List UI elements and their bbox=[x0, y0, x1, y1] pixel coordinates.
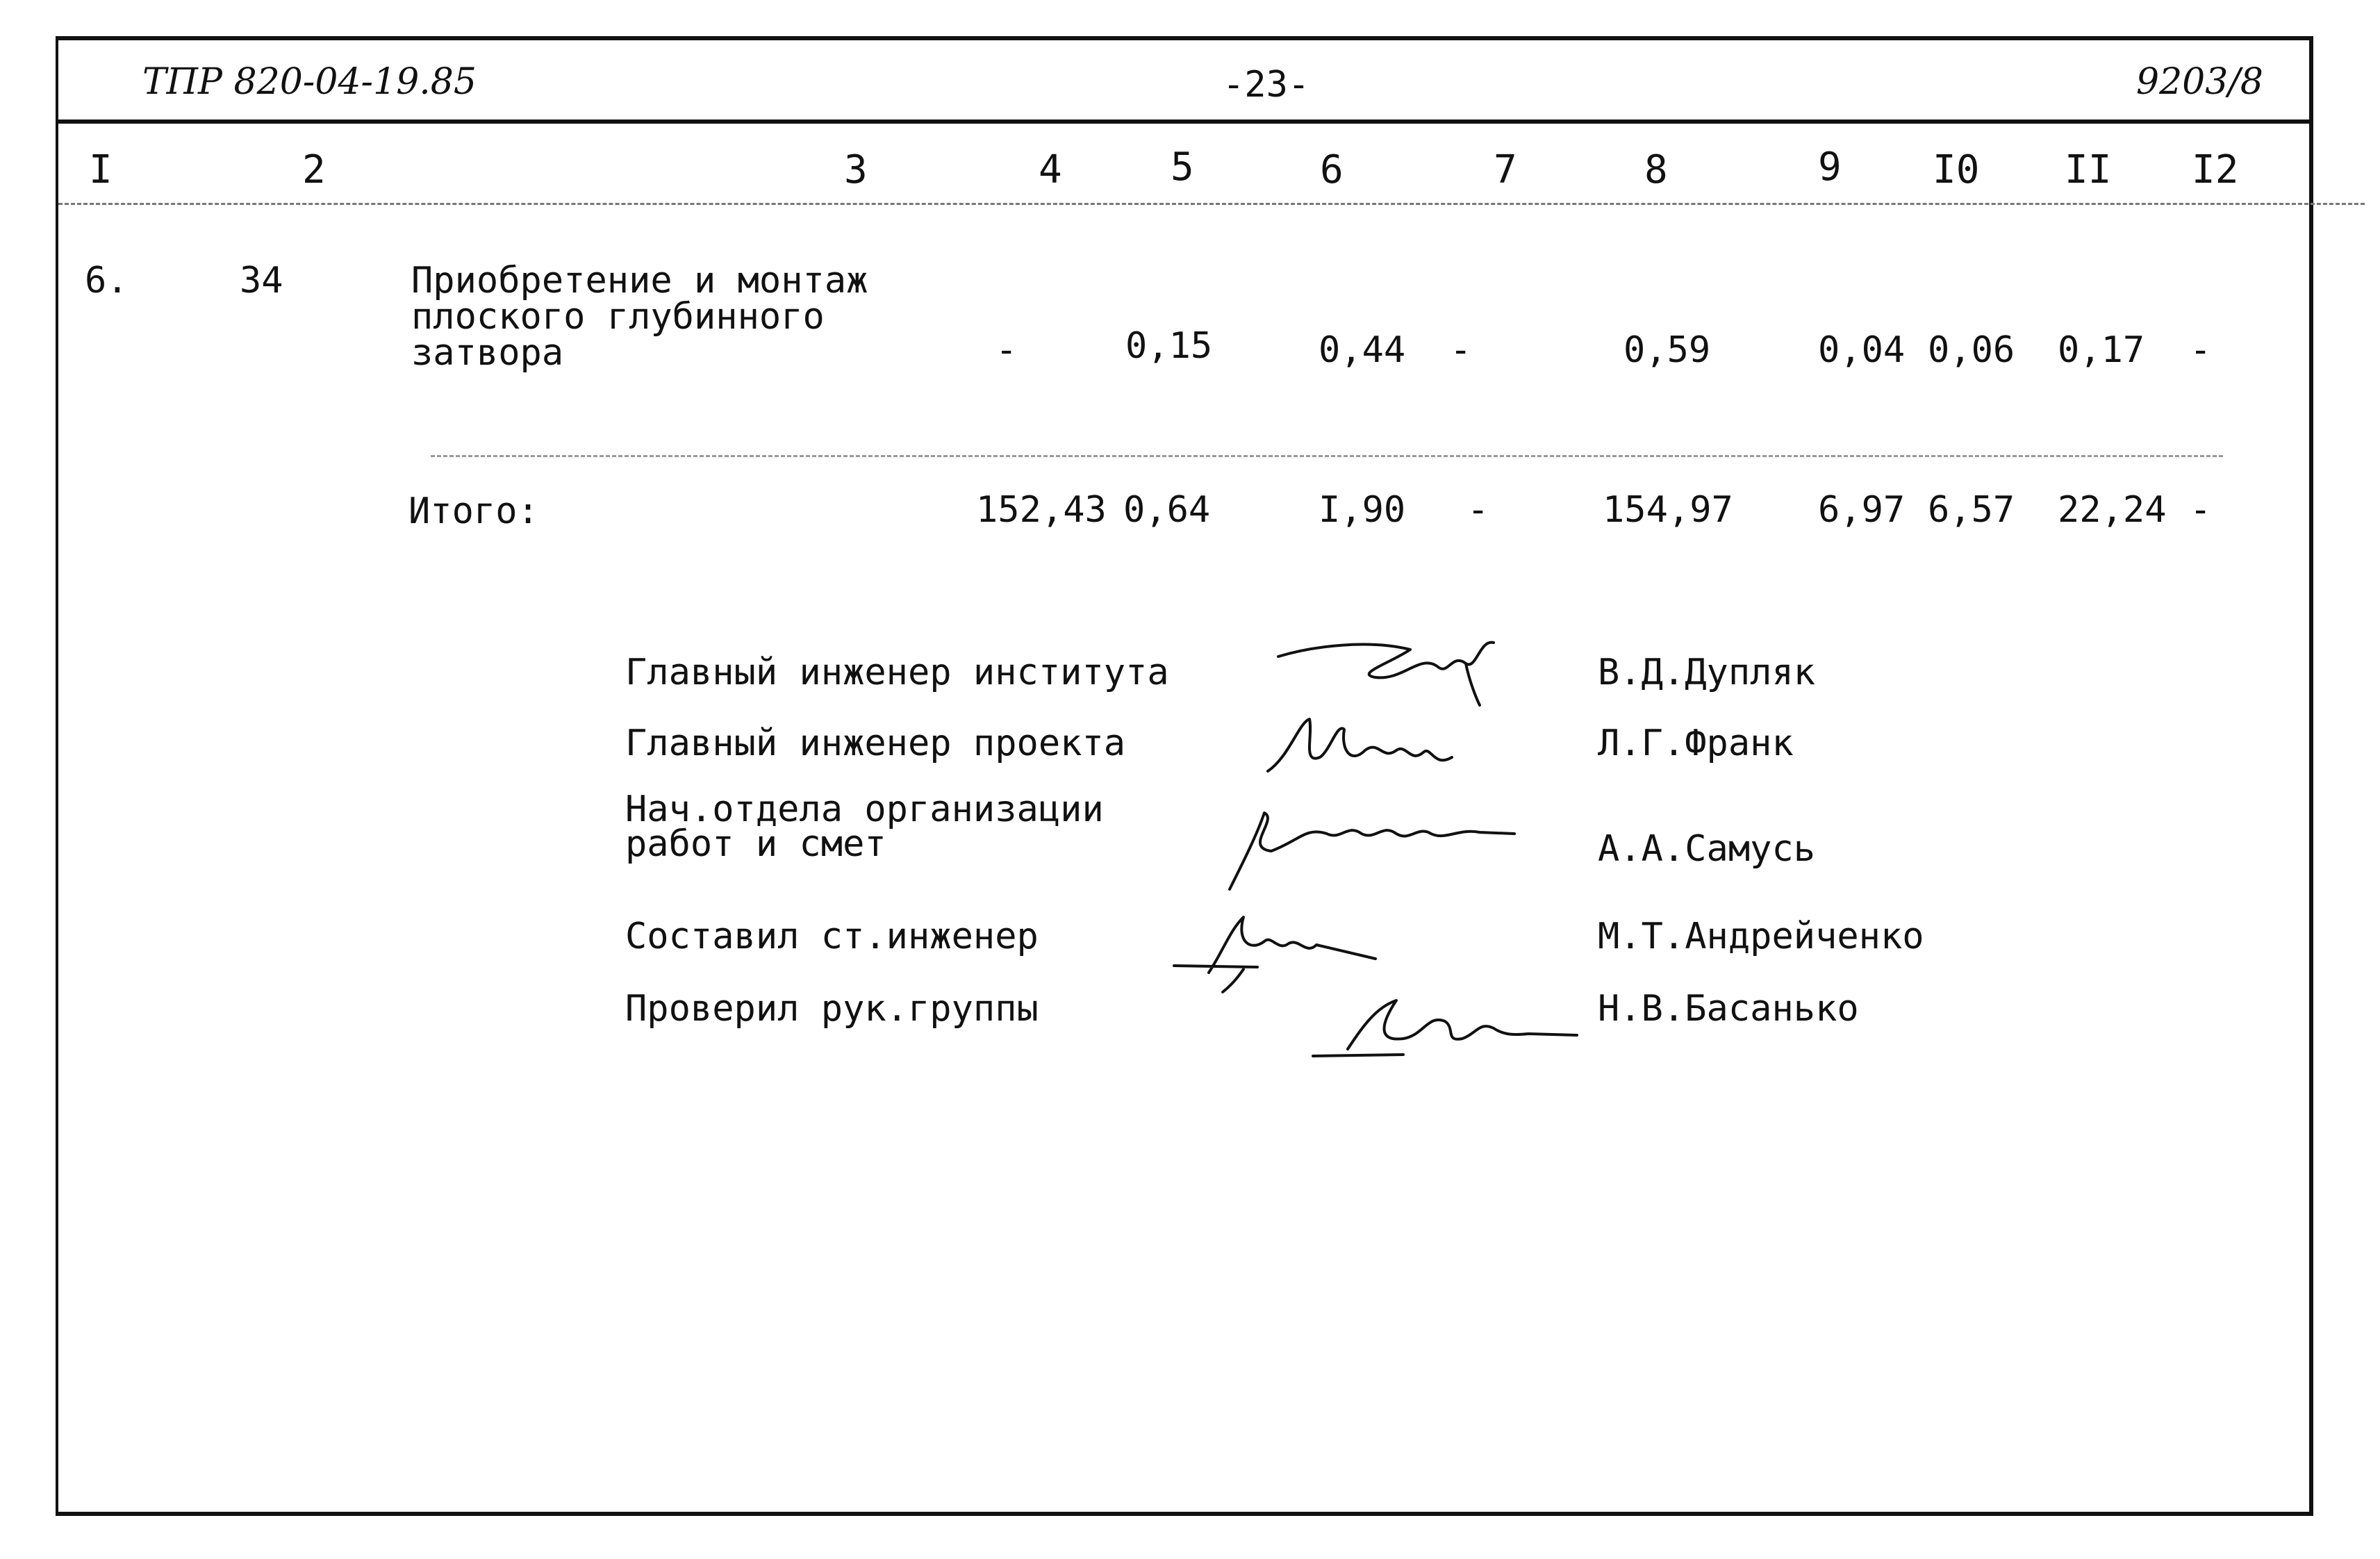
handwritten-signature-1 bbox=[1271, 625, 1501, 709]
row-name-line-2: плоского глубинного bbox=[411, 296, 825, 338]
total-col-10: 6,57 bbox=[1928, 489, 2015, 531]
col-header-9: 9 bbox=[1818, 145, 1842, 190]
total-col-9: 6,97 bbox=[1818, 489, 1906, 531]
col-header-10: I0 bbox=[1933, 147, 1980, 192]
col-header-5: 5 bbox=[1171, 145, 1194, 190]
title-block-rule bbox=[56, 119, 2313, 124]
row-col-7: - bbox=[1450, 329, 1472, 371]
row-name-line-3: затвора bbox=[411, 332, 564, 374]
signature-name-5: Н.В.Басанько bbox=[1598, 988, 1859, 1030]
total-col-6: I,90 bbox=[1319, 489, 1406, 531]
row-col-11: 0,17 bbox=[2058, 329, 2145, 371]
row-name-line-1: Приобретение и монтаж bbox=[411, 260, 868, 302]
col-header-2: 2 bbox=[302, 147, 326, 192]
total-col-4: 152,43 bbox=[976, 489, 1107, 531]
row-col-12: - bbox=[2190, 329, 2212, 371]
total-label: Итого: bbox=[408, 490, 539, 532]
col-header-4: 4 bbox=[1039, 147, 1062, 192]
col-header-6: 6 bbox=[1320, 147, 1344, 192]
signature-position-3-line-2: работ и смет bbox=[625, 823, 886, 865]
signature-name-4: М.Т.Андрейченко bbox=[1598, 916, 1924, 957]
col-header-12: I2 bbox=[2192, 147, 2239, 192]
signature-position-3-line-1: Нач.отдела организации bbox=[625, 789, 1104, 830]
doc-code: ТПР 820-04-19.85 bbox=[142, 61, 477, 103]
col-header-7: 7 bbox=[1494, 147, 1517, 192]
col-header-11: II bbox=[2065, 147, 2112, 192]
signature-position-1: Главный инженер института bbox=[625, 652, 1169, 693]
column-header-rule bbox=[58, 203, 2365, 205]
handwritten-signature-5 bbox=[1306, 980, 1584, 1070]
total-col-11: 22,24 bbox=[2058, 489, 2167, 531]
col-header-8: 8 bbox=[1644, 147, 1668, 192]
signature-position-5: Проверил рук.группы bbox=[625, 988, 1039, 1030]
row-col-4: - bbox=[995, 329, 1018, 371]
signature-position-2: Главный инженер проекта bbox=[625, 723, 1126, 764]
signature-position-4: Составил ст.инженер bbox=[625, 916, 1039, 957]
handwritten-signature-3 bbox=[1202, 792, 1521, 896]
signature-name-3: А.А.Самусь bbox=[1598, 828, 1816, 870]
signature-name-1: В.Д.Дупляк bbox=[1598, 652, 1816, 693]
total-col-12: - bbox=[2190, 489, 2212, 531]
page-number: -23- bbox=[1223, 64, 1310, 106]
signature-name-2: Л.Г.Франк bbox=[1598, 723, 1794, 764]
document-frame bbox=[56, 36, 2313, 1516]
total-col-5: 0,64 bbox=[1123, 489, 1211, 531]
handwritten-signature-2 bbox=[1261, 709, 1462, 785]
row-col-5: 0,15 bbox=[1125, 325, 1213, 367]
total-col-7: - bbox=[1467, 489, 1489, 531]
row-code: 34 bbox=[240, 260, 283, 302]
row-col-10: 0,06 bbox=[1928, 329, 2015, 371]
col-header-3: 3 bbox=[844, 147, 868, 192]
row-col-9: 0,04 bbox=[1818, 329, 1906, 371]
row-col-8: 0,59 bbox=[1623, 329, 1711, 371]
row-number: 6. bbox=[85, 260, 129, 302]
total-separator bbox=[431, 455, 2223, 457]
col-header-1: I bbox=[89, 147, 113, 192]
total-col-8: 154,97 bbox=[1603, 489, 1733, 531]
sheet-code: 9203/8 bbox=[2136, 61, 2263, 103]
row-col-6: 0,44 bbox=[1319, 329, 1406, 371]
